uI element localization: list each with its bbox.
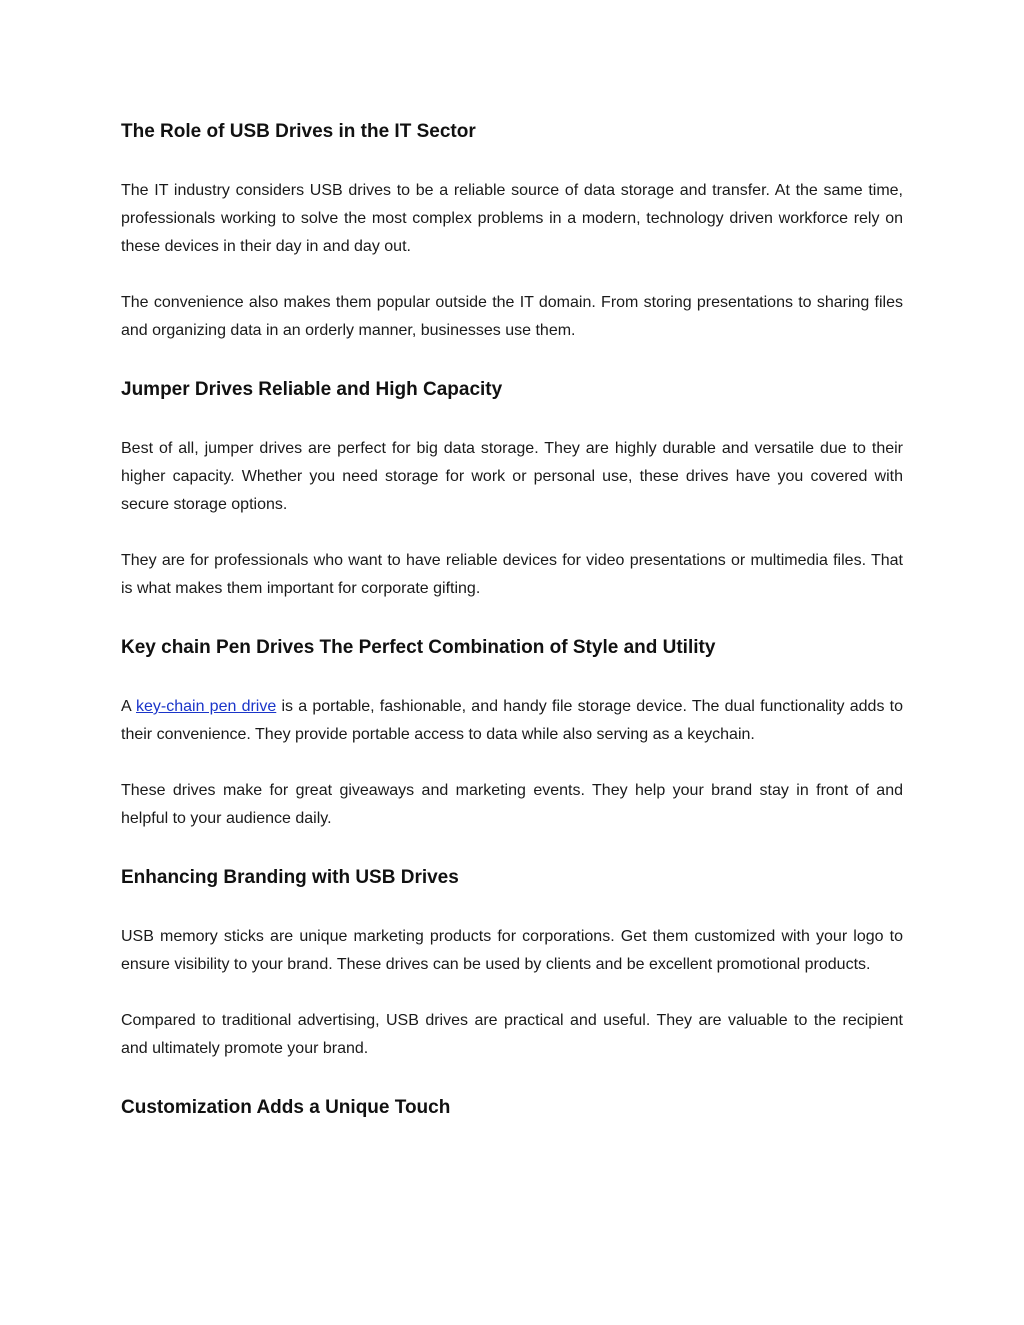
document-page — [121, 118, 903, 1122]
heading-jumper-drives: Jumper Drives Reliable and High Capacity — [121, 379, 503, 400]
link-prefix-text: A — [121, 698, 136, 715]
heading-usb-it-sector: The Role of USB Drives in the IT Sector — [121, 121, 476, 142]
heading-customization: Customization Adds a Unique Touch — [121, 1097, 451, 1118]
paragraph: The IT industry considers USB drives to be a reliable source of data storage and transfer. At the same time, professionals working to solve the most complex problems in a modern, technology driven workforce rely on these devices in their day in and day out. — [121, 182, 903, 255]
heading-key-chain-pen-drives: Key chain Pen Drives The Perfect Combination of Style and Utility — [121, 637, 716, 658]
paragraph: Compared to traditional advertising, USB drives are practical and useful. They are valuable to the recipient and ultimately promote your brand. — [121, 1012, 903, 1057]
paragraph: These drives make for great giveaways and marketing events. They help your brand stay in front of and helpful to your audience daily. — [121, 782, 903, 827]
paragraph: The convenience also makes them popular outside the IT domain. From storing presentations to sharing files and organizing data in an orderly manner, businesses use them. — [121, 294, 903, 339]
link-suffix-text: is a portable, fashionable, and handy file storage device. The dual functionality adds to their convenience. They provide portable access to data while also serving as a keychain. — [121, 698, 904, 743]
paragraph: USB memory sticks are unique marketing products for corporations. Get them customized with your logo to ensure visibility to your brand. These drives can be used by clients and be excellent promotional products. — [121, 928, 903, 973]
paragraph: Best of all, jumper drives are perfect for big data storage. They are highly durable and versatile due to their higher capacity. Whether you need storage for work or personal use, these drives have you covered with secure storage options. — [121, 440, 903, 513]
paragraph-with-link — [121, 693, 903, 749]
paragraph: They are for professionals who want to have reliable devices for video presentations or multimedia files. That is what makes them important for corporate gifting. — [121, 552, 903, 597]
heading-enhancing-branding: Enhancing Branding with USB Drives — [121, 867, 459, 888]
key-chain-pen-drive-link[interactable]: key-chain pen drive — [136, 698, 277, 715]
